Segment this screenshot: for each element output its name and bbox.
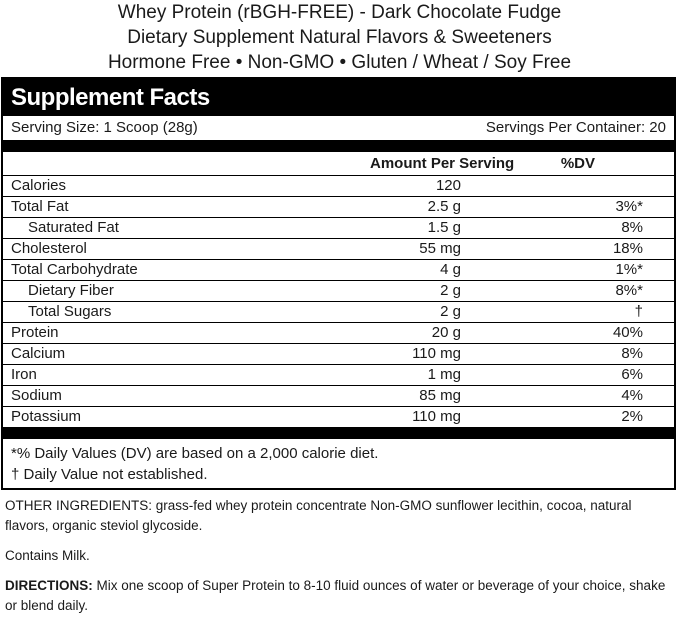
divider-thick-bottom bbox=[3, 427, 674, 439]
nutrient-name: Saturated Fat bbox=[28, 219, 119, 236]
nutrient-name: Dietary Fiber bbox=[28, 282, 114, 299]
table-row bbox=[3, 260, 674, 281]
nutrient-amount: 110 mg bbox=[412, 408, 461, 425]
table-row bbox=[3, 302, 674, 323]
nutrient-table bbox=[3, 176, 674, 427]
column-headers bbox=[3, 152, 674, 176]
nutrient-dv bbox=[461, 176, 643, 196]
nutrient-amount: 1 mg bbox=[427, 366, 461, 383]
nutrient-amount: 20 g bbox=[431, 324, 461, 341]
nutrient-name: Iron bbox=[11, 366, 37, 383]
nutrient-name: Calories bbox=[11, 177, 67, 194]
nutrient-name: Protein bbox=[11, 324, 59, 341]
nutrient-name: Total Carbohydrate bbox=[11, 261, 138, 278]
nutrient-dv: 4% bbox=[621, 387, 643, 404]
product-claims: Hormone Free • Non-GMO • Gluten / Wheat / Soy Free bbox=[107, 52, 572, 73]
divider-thick bbox=[3, 140, 674, 152]
directions bbox=[5, 576, 675, 616]
table-row bbox=[3, 239, 674, 260]
table-row bbox=[3, 197, 674, 218]
table-row bbox=[3, 386, 674, 407]
nutrient-amount: 2 g bbox=[440, 282, 461, 299]
column-amount-header: Amount Per Serving bbox=[370, 155, 515, 172]
label-text-block bbox=[5, 496, 675, 626]
nutrient-amount: 4 g bbox=[440, 261, 461, 278]
supplement-facts-panel bbox=[1, 77, 676, 490]
footnotes bbox=[3, 439, 674, 485]
product-header bbox=[0, 0, 679, 75]
nutrient-dv: 6% bbox=[621, 366, 643, 383]
column-dv-header: %DV bbox=[560, 155, 595, 172]
nutrient-name: Cholesterol bbox=[11, 240, 87, 257]
table-row bbox=[3, 176, 674, 197]
nutrient-amount: 2 g bbox=[440, 303, 461, 320]
table-row bbox=[3, 365, 674, 386]
nutrient-amount: 1.5 g bbox=[427, 219, 461, 236]
table-row bbox=[3, 344, 674, 365]
nutrient-dv: 8%* bbox=[615, 282, 643, 299]
directions-label: DIRECTIONS: bbox=[5, 578, 93, 593]
other-ingredients: OTHER INGREDIENTS: grass-fed whey protein concentrate Non-GMO sunflower lecithin, cocoa, natural flavors, organic steviol glycoside. bbox=[5, 498, 632, 533]
table-row bbox=[3, 281, 674, 302]
nutrient-amount: 2.5 g bbox=[427, 198, 461, 215]
nutrient-name: Sodium bbox=[11, 387, 62, 404]
nutrient-amount: 85 mg bbox=[419, 387, 461, 404]
nutrient-amount: 120 bbox=[435, 177, 461, 194]
serving-size: Serving Size: 1 Scoop (28g) bbox=[11, 119, 198, 136]
nutrient-name: Total Fat bbox=[11, 198, 69, 215]
table-row bbox=[3, 407, 674, 427]
nutrient-dv: 18% bbox=[612, 240, 643, 257]
nutrient-dv: 1%* bbox=[615, 261, 643, 278]
footnote-dv: *% Daily Values (DV) are based on a 2,000 calorie diet. bbox=[11, 445, 379, 462]
table-row bbox=[3, 323, 674, 344]
directions-text: Mix one scoop of Super Protein to 8-10 fluid ounces of water or beverage of your choice, shake or blend daily. bbox=[5, 578, 666, 613]
nutrient-dv: 40% bbox=[612, 324, 643, 341]
table-row bbox=[3, 218, 674, 239]
servings-per-container: Servings Per Container: 20 bbox=[485, 119, 666, 136]
nutrient-dv: 8% bbox=[621, 345, 643, 362]
nutrient-dv: 3%* bbox=[615, 198, 643, 215]
nutrient-dv: † bbox=[634, 303, 643, 320]
nutrient-amount: 110 mg bbox=[412, 345, 461, 362]
product-name: Whey Protein (rBGH-FREE) - Dark Chocolate Fudge bbox=[117, 2, 562, 23]
nutrient-name: Calcium bbox=[11, 345, 66, 362]
nutrient-dv: 2% bbox=[621, 408, 643, 425]
serving-info bbox=[3, 116, 674, 140]
nutrient-name: Potassium bbox=[11, 408, 82, 425]
allergen-statement: Contains Milk. bbox=[5, 548, 90, 563]
nutrient-name: Total Sugars bbox=[28, 303, 112, 320]
nutrient-amount: 55 mg bbox=[419, 240, 461, 257]
nutrient-dv: 8% bbox=[621, 219, 643, 236]
footnote-dagger: † Daily Value not established. bbox=[11, 466, 208, 483]
panel-title: Supplement Facts bbox=[3, 79, 674, 116]
product-subtitle: Dietary Supplement Natural Flavors & Sweeteners bbox=[127, 27, 552, 48]
